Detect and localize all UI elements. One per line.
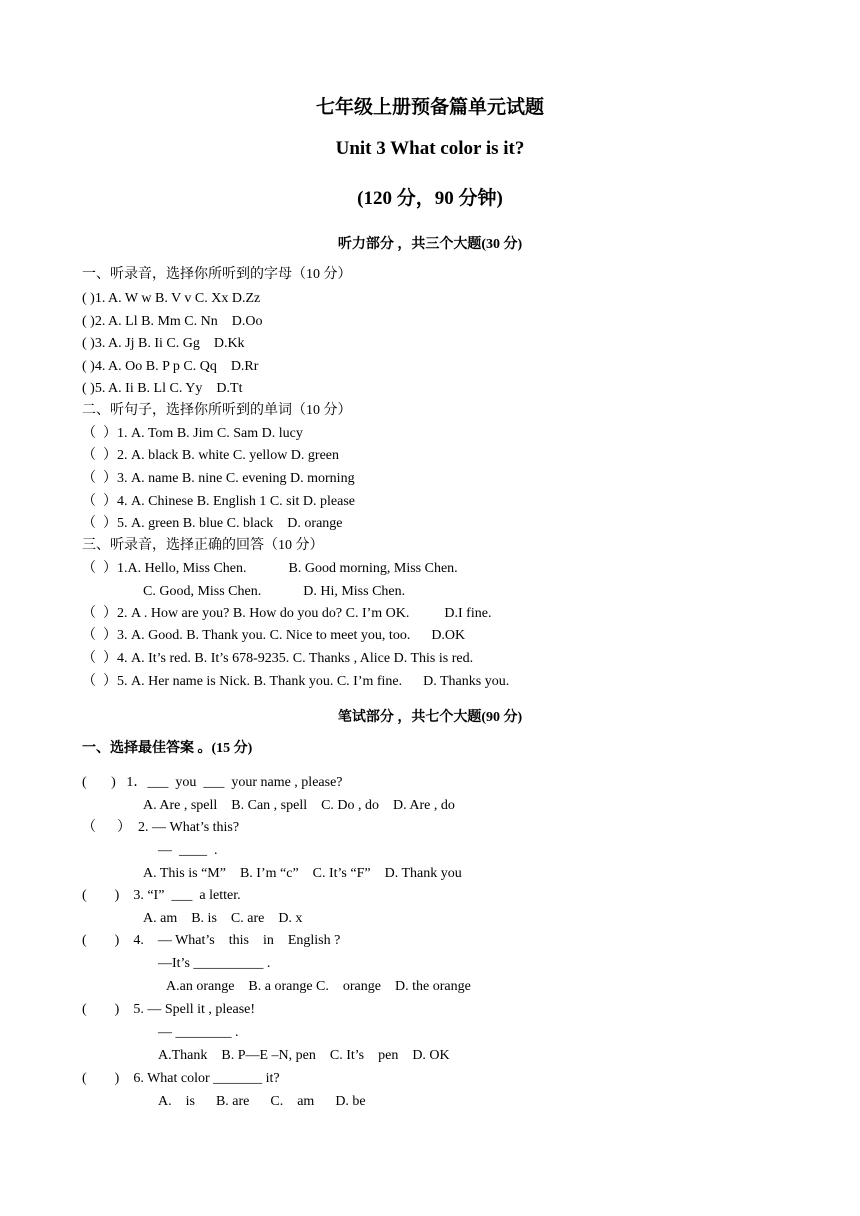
question-item: ( ) 6. What color _______ it? bbox=[82, 1071, 280, 1086]
listening-section-title: 听力部分 ，共三个大题(30 分) bbox=[337, 237, 523, 252]
answer-blank: — ____ . bbox=[158, 843, 218, 858]
question-options: A.an orange B. a orange C. orange D. the orange bbox=[166, 979, 471, 994]
question-item: ( )5. A. Ii B. Ll C. Yy D.Tt bbox=[82, 381, 243, 396]
unit-title: Unit 3 What color is it? bbox=[335, 138, 525, 159]
answer-blank: — ________ . bbox=[158, 1025, 239, 1040]
question-item: （ ）4. A. Chinese B. English 1 C. sit D. please bbox=[82, 494, 355, 509]
question-item: ( )4. A. Oo B. P p C. Qq D.Rr bbox=[82, 359, 259, 374]
question-options: A.Thank B. P—E –N, pen C. It’s pen D. OK bbox=[158, 1048, 450, 1063]
writing-section-title: 笔试部分 ，共七个大题(90 分) bbox=[337, 710, 523, 725]
writing-part1-heading: 一、选择最佳答案 。(15 分) bbox=[82, 741, 253, 756]
question-item: ( ) 3. “I” ___ a letter. bbox=[82, 888, 241, 903]
listening-part3-heading: 三、听录音，选择正确的回答（10 分） bbox=[82, 538, 324, 553]
question-item: ( ) 1．___ you ___ your name , please? bbox=[82, 775, 343, 790]
exam-title: 七年级上册预备篇单元试题 bbox=[315, 97, 544, 118]
question-item: （ ）3. A. name B. nine C. evening D. morning bbox=[82, 471, 355, 486]
score-time: (120 分，90 分钟) bbox=[357, 188, 503, 209]
question-options: A. is B. are C. am D. be bbox=[158, 1094, 366, 1109]
question-item: （ ）2. A . How are you? B. How do you do? C. I’m OK. D.I fine. bbox=[82, 606, 492, 621]
question-item: （ ）5. A. Her name is Nick. B. Thank you. C. I’m fine. D. Thanks you. bbox=[82, 674, 510, 689]
listening-part2-heading: 二、听句子，选择你所听到的单词（10 分） bbox=[82, 403, 352, 418]
question-options: C. Good, Miss Chen. D. Hi, Miss Chen. bbox=[143, 584, 406, 599]
question-item: （ ） 2. — What’s this? bbox=[82, 820, 240, 835]
question-item: ( )3. A. Jj B. Ii C. Gg D.Kk bbox=[82, 336, 245, 351]
question-item: （ ）3. A. Good. B. Thank you. C. Nice to meet you, too. D.OK bbox=[82, 628, 466, 643]
question-item: ( )1. A. W w B. V v C. Xx D.Zz bbox=[82, 291, 261, 306]
question-item: （ ）1.A. Hello, Miss Chen. B. Good morning, Miss Chen. bbox=[82, 561, 458, 576]
question-item: （ ）5. A. green B. blue C. black D. orange bbox=[82, 516, 343, 531]
question-options: A. am B. is C. are D. x bbox=[143, 911, 303, 926]
listening-part1-heading: 一、听录音，选择你所听到的字母（10 分） bbox=[82, 267, 352, 282]
question-item: （ ）2. A. black B. white C. yellow D. green bbox=[82, 448, 340, 463]
question-item: （ ）4. A. It’s red. B. It’s 678-9235. C. Thanks , Alice D. This is red. bbox=[82, 651, 474, 666]
question-item: ( )2. A. Ll B. Mm C. Nn D.Oo bbox=[82, 314, 263, 329]
question-options: A. Are , spell B. Can , spell C. Do , do D. Are , do bbox=[143, 798, 455, 813]
question-item: ( ) 4. — What’s this in English ? bbox=[82, 933, 341, 948]
question-item: （ ）1. A. Tom B. Jim C. Sam D. lucy bbox=[82, 426, 303, 441]
question-options: A. This is “M” B. I’m “c” C. It’s “F” D. Thank you bbox=[143, 866, 462, 881]
answer-blank: —It’s __________ . bbox=[158, 956, 271, 971]
question-item: ( ) 5. — Spell it , please! bbox=[82, 1002, 256, 1017]
